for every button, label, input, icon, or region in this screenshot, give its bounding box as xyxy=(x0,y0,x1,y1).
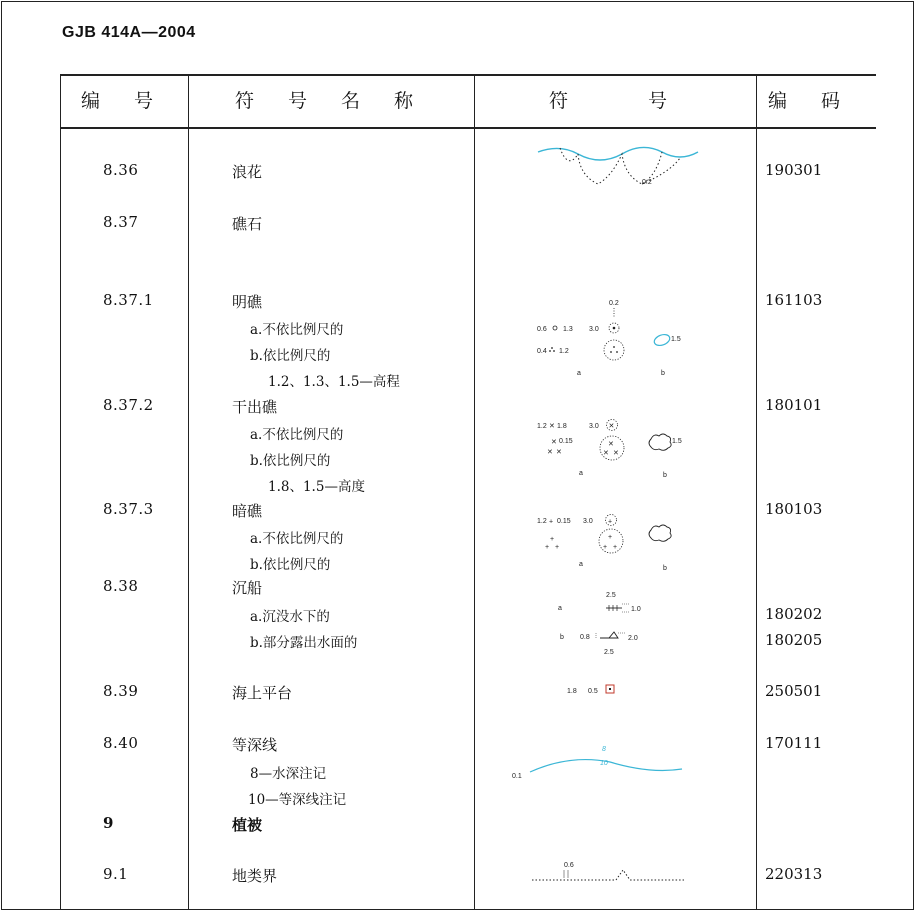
row-number: 8.37 xyxy=(103,213,139,231)
svg-text:✕: ✕ xyxy=(603,450,609,457)
svg-text:0.15: 0.15 xyxy=(557,518,571,525)
svg-text:1.8: 1.8 xyxy=(557,423,567,430)
header-symbol: 符 号 xyxy=(548,90,681,112)
svg-text:0.2: 0.2 xyxy=(609,300,619,307)
wave-line xyxy=(538,147,698,160)
svg-text:✕: ✕ xyxy=(613,450,619,457)
row-number: 8.37.3 xyxy=(103,500,154,518)
row-name: 礁石 xyxy=(232,215,263,233)
row-number: 8.39 xyxy=(103,682,139,700)
land-boundary-symbol xyxy=(528,856,688,886)
row-name: 干出礁 xyxy=(232,398,278,416)
svg-text:✕: ✕ xyxy=(547,449,553,456)
row-sub: 1.2、1.3、1.5—高程 xyxy=(268,374,400,390)
svg-text:b: b xyxy=(661,370,665,377)
svg-text:b: b xyxy=(663,472,667,479)
row-name: 浪花 xyxy=(232,163,263,181)
row-number: 8.36 xyxy=(103,161,139,179)
svg-text:✕: ✕ xyxy=(551,439,557,446)
row-number: 9 xyxy=(103,814,114,832)
row-name: 等深线 xyxy=(232,736,278,754)
svg-text:a: a xyxy=(579,470,583,477)
row-code: 170111 xyxy=(765,734,823,752)
svg-text:a: a xyxy=(577,370,581,377)
svg-text:3.0: 3.0 xyxy=(589,423,599,430)
row-sub: a.不依比例尺的 xyxy=(250,427,344,443)
svg-text:+: + xyxy=(555,544,560,551)
row-code: 180205 xyxy=(765,631,823,649)
svg-text:1.3: 1.3 xyxy=(563,326,573,333)
wave-dim-label: 0.2 xyxy=(642,179,652,186)
svg-text:+: + xyxy=(603,544,608,551)
row-code: 250501 xyxy=(765,682,823,700)
row-name: 海上平台 xyxy=(232,684,293,702)
svg-text:✕: ✕ xyxy=(556,449,562,456)
svg-text:1.2: 1.2 xyxy=(537,518,547,525)
row-number: 8.37.2 xyxy=(103,396,154,414)
row-number: 8.38 xyxy=(103,577,139,595)
svg-text:0.15: 0.15 xyxy=(559,438,573,445)
svg-text:0.4: 0.4 xyxy=(537,348,547,355)
wave-symbol xyxy=(530,140,705,190)
table-top-rule xyxy=(60,74,876,76)
row-name: 暗礁 xyxy=(232,502,263,520)
row-code: 190301 xyxy=(765,161,823,179)
submerged-reef-symbol xyxy=(535,508,695,574)
row-sub: 10—等深线注记 xyxy=(248,792,347,808)
header-number: 编 号 xyxy=(80,90,168,112)
svg-text:8: 8 xyxy=(602,746,606,753)
isobath-symbol xyxy=(510,740,690,785)
svg-text:1.8: 1.8 xyxy=(567,688,577,695)
col-divider-2 xyxy=(474,74,475,910)
header-name: 符 号 名 称 xyxy=(234,90,428,112)
col-divider-1 xyxy=(188,74,189,910)
svg-text:0.6: 0.6 xyxy=(537,326,547,333)
svg-text:1.5: 1.5 xyxy=(671,336,681,343)
row-sub: b.依比例尺的 xyxy=(250,453,331,469)
svg-text:1.0: 1.0 xyxy=(631,606,641,613)
svg-text:0.5: 0.5 xyxy=(588,688,598,695)
svg-text:b: b xyxy=(560,634,564,641)
row-code: 180202 xyxy=(765,605,823,623)
svg-text:✕: ✕ xyxy=(608,441,614,448)
row-sub: b.部分露出水面的 xyxy=(250,635,358,651)
svg-text:a: a xyxy=(558,605,562,612)
svg-text:0.8: 0.8 xyxy=(580,634,590,641)
row-name: 沉船 xyxy=(232,579,263,597)
row-code: 180101 xyxy=(765,396,823,414)
row-sub: a.沉没水下的 xyxy=(250,609,330,625)
header-code: 编 码 xyxy=(767,90,855,112)
row-code: 220313 xyxy=(765,865,823,883)
row-code: 161103 xyxy=(765,291,823,309)
row-sub: b.依比例尺的 xyxy=(250,557,331,573)
svg-text:a: a xyxy=(579,561,583,568)
svg-text:+: + xyxy=(608,518,613,526)
page-frame xyxy=(1,1,914,910)
row-number: 9.1 xyxy=(103,865,129,883)
row-sub: a.不依比例尺的 xyxy=(250,531,344,547)
svg-text:+: + xyxy=(613,544,618,551)
svg-text:2.5: 2.5 xyxy=(604,649,614,656)
standard-code: GJB 414A—2004 xyxy=(62,24,196,41)
row-number: 8.37.1 xyxy=(103,291,154,309)
svg-text:1.2: 1.2 xyxy=(559,348,569,355)
row-name: 明礁 xyxy=(232,293,263,311)
drying-reef-symbol xyxy=(535,413,695,481)
platform-symbol xyxy=(565,682,625,698)
svg-text:✕: ✕ xyxy=(608,423,615,430)
wreck-symbol xyxy=(530,588,690,658)
table-left-border xyxy=(60,74,61,910)
row-sub: 1.8、1.5—高度 xyxy=(268,479,365,495)
row-sub: 8—水深注记 xyxy=(250,766,327,782)
col-divider-3 xyxy=(756,74,757,910)
table-header-rule xyxy=(60,127,876,129)
svg-text:1.2: 1.2 xyxy=(537,423,547,430)
svg-text:2.0: 2.0 xyxy=(628,635,638,642)
svg-text:0.1: 0.1 xyxy=(512,773,522,780)
svg-text:b: b xyxy=(663,565,667,572)
svg-text:+: + xyxy=(549,518,554,526)
row-sub: a.不依比例尺的 xyxy=(250,322,344,338)
svg-text:+: + xyxy=(608,534,613,541)
row-name: 地类界 xyxy=(232,867,278,885)
svg-text:+: + xyxy=(545,544,550,551)
svg-text:3.0: 3.0 xyxy=(583,518,593,525)
row-name: 植被 xyxy=(232,816,263,834)
svg-text:2.5: 2.5 xyxy=(606,592,616,599)
svg-text:0.6: 0.6 xyxy=(564,862,574,869)
row-code: 180103 xyxy=(765,500,823,518)
svg-text:+: + xyxy=(550,536,555,543)
row-sub: b.依比例尺的 xyxy=(250,348,331,364)
svg-text:✕: ✕ xyxy=(549,423,555,430)
row-number: 8.40 xyxy=(103,734,139,752)
svg-text:10: 10 xyxy=(600,760,608,767)
svg-text:1.5: 1.5 xyxy=(672,438,682,445)
svg-text:3.0: 3.0 xyxy=(589,326,599,333)
bare-reef-symbol xyxy=(535,295,695,380)
